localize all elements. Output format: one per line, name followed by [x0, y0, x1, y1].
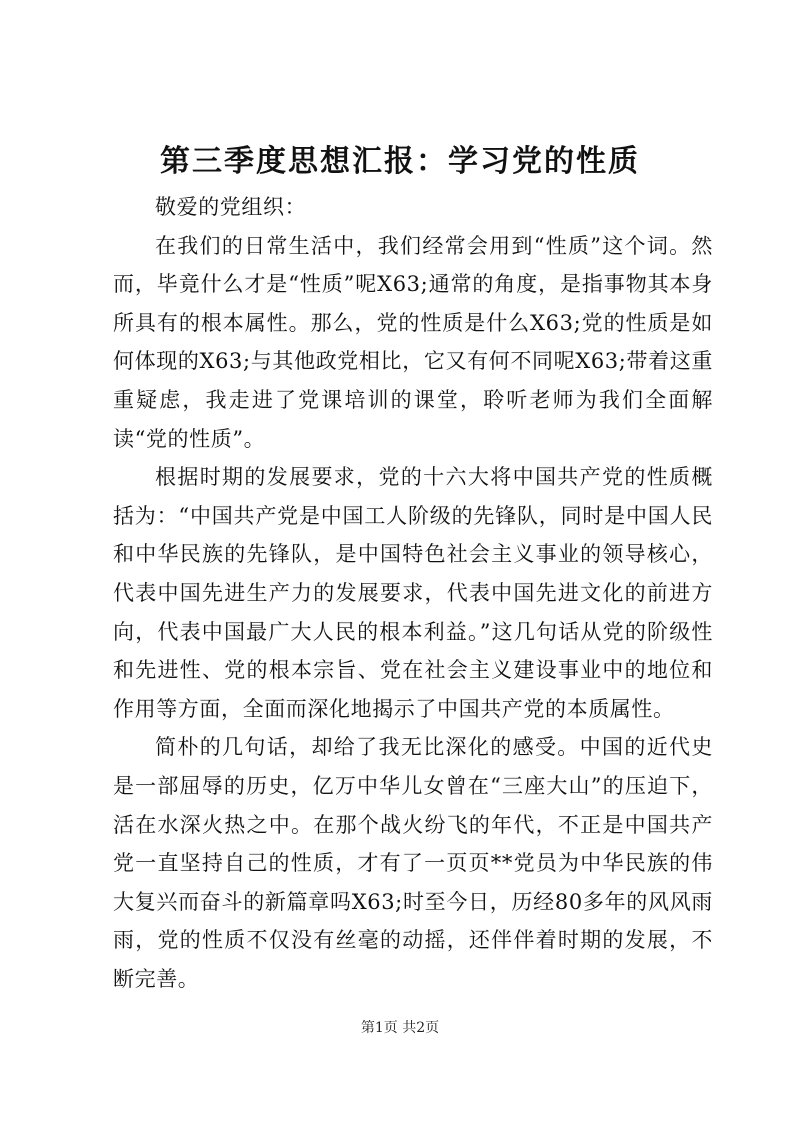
paragraph-1: 在我们的日常生活中，我们经常会用到“性质”这个词。然而，毕竟什么才是“性质”呢X63;通常的角度，是指事物其本身所具有的根本属性。那么，党的性质是什么X63;党的性质是如何体现的X63;与其他政党相比，它又有何不同呢X63;带着这重重疑虑，我走进了党课培训的课堂，聆听老师为我们全面解读“党的性质”。: [113, 233, 713, 451]
salutation: 敬爱的党组织：: [155, 195, 307, 219]
paragraph-2: 根据时期的发展要求，党的十六大将中国共产党的性质概括为：“中国共产党是中国工人阶级的先锋队，同时是中国人民和中华民族的先锋队，是中国特色社会主义事业的领导核心，代表中国先进生产力的发展要求，代表中国先进文化的前进方向，代表中国最广大人民的根本利益。”这几句话从党的阶级性和先进性、党的根本宗旨、党在社会主义建设事业中的地位和作用等方面，全面而深化地揭示了中国共产党的本质属性。: [113, 465, 713, 721]
page-number-footer: 第1页 共2页: [360, 1020, 440, 1036]
document-body: [113, 188, 713, 998]
document-title: 第三季度思想汇报：学习党的性质: [160, 144, 640, 179]
paragraph-3: 简朴的几句话，却给了我无比深化的感受。中国的近代史是一部屈辱的历史，亿万中华儿女曾在“三座大山”的压迫下，活在水深火热之中。在那个战火纷飞的年代，不正是中国共产党一直坚持自己的性质，才有了一页页**党员为中华民族的伟大复兴而奋斗的新篇章吗X63;时至今日，历经80多年的风风雨雨，党的性质不仅没有丝毫的动摇，还伴伴着时期的发展，不断完善。: [113, 735, 713, 991]
